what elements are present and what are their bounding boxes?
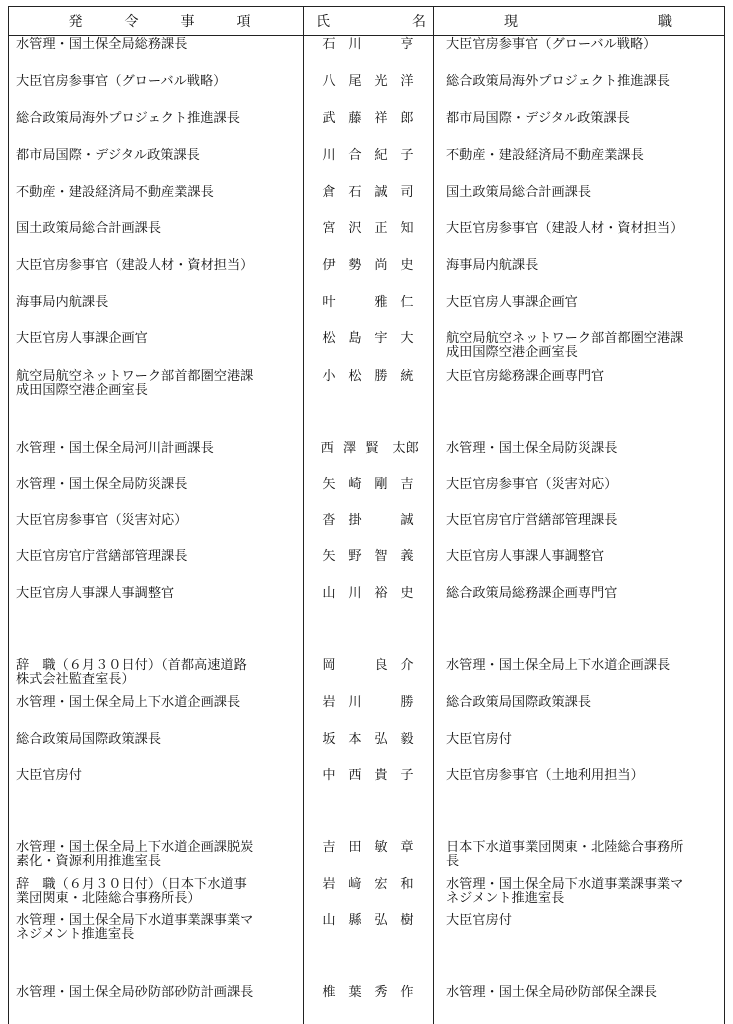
name-char: 洋 (400, 74, 414, 89)
name-char: 岩 (322, 695, 336, 710)
name-char: 吉 (322, 840, 336, 855)
order-cell: 水管理・国土保全局総務課長 (16, 37, 188, 52)
current-position-cell: 総合政策局海外プロジェクト推進課長 (446, 74, 670, 89)
name-char: 賢 (365, 441, 379, 456)
name-char: 秀 (374, 985, 388, 1000)
order-cell: 不動産・建設経済局不動産業課長 (16, 185, 214, 200)
name-char: 岡 (322, 658, 336, 673)
name-char: 知 (400, 221, 414, 236)
name-char: 野 (348, 549, 362, 564)
name-cell (316, 514, 428, 528)
name-char: 剛 (374, 477, 388, 492)
name-char: 崎 (348, 477, 362, 492)
name-char: 合 (348, 148, 362, 163)
current-position-cell: 大臣官房参事官（災害対応） (446, 477, 618, 492)
order-cell: 都市局国際・デジタル政策課長 (16, 148, 200, 163)
name-char: 統 (400, 369, 414, 384)
header-name-first: 氏 (316, 13, 330, 30)
name-char (368, 514, 394, 528)
header-name (316, 6, 426, 35)
order-cell: 大臣官房参事官（グローバル戦略） (16, 74, 227, 89)
name-char: 郎 (400, 111, 414, 126)
name-cell (316, 442, 428, 456)
name-char: 川 (348, 37, 362, 52)
name-cell (316, 478, 428, 492)
name-char: 智 (374, 549, 388, 564)
name-char: 岩 (322, 877, 336, 892)
name-char: 良 (374, 658, 388, 673)
current-position-cell: 大臣官房官庁営繕部管理課長 (446, 513, 618, 528)
name-char: 宮 (322, 221, 336, 236)
order-cell: 航空局航空ネットワーク部首都圏空港課 成田国際空港企画室長 (16, 369, 254, 398)
current-position-cell: 水管理・国土保全局下水道事業課事業マ ネジメント推進室長 (446, 877, 684, 906)
header-name-last: 名 (412, 13, 426, 30)
header-current-first: 現 (504, 13, 518, 30)
name-cell (316, 986, 428, 1000)
name-char: 大 (400, 331, 414, 346)
current-position-cell: 大臣官房人事課企画官 (446, 295, 578, 310)
name-char: 沓 (322, 513, 336, 528)
name-char: 史 (400, 258, 414, 273)
name-char: 作 (400, 985, 414, 1000)
name-char: 川 (348, 586, 362, 601)
name-char: 坂 (322, 732, 336, 747)
name-char: 島 (348, 331, 362, 346)
current-position-cell: 日本下水道事業団関東・北陸総合事務所 長 (446, 840, 684, 869)
name-char: 章 (400, 840, 414, 855)
name-cell (316, 75, 428, 89)
name-char: 藤 (348, 111, 362, 126)
name-char: 尾 (348, 74, 362, 89)
name-cell (316, 659, 428, 673)
name-char: 本 (348, 732, 362, 747)
current-position-cell: 水管理・国土保全局上下水道企画課長 (446, 658, 671, 673)
name-char: 川 (348, 695, 362, 710)
name-cell (316, 332, 428, 346)
name-char: 八 (322, 74, 336, 89)
name-char: 光 (374, 74, 388, 89)
order-cell: 水管理・国土保全局防災課長 (16, 477, 188, 492)
name-char: 伊 (322, 258, 336, 273)
order-cell: 大臣官房人事課企画官 (16, 331, 148, 346)
name-char: 西 (348, 768, 362, 783)
name-char: 勢 (348, 258, 362, 273)
current-position-cell: 海事局内航課長 (446, 258, 539, 273)
header-divider (8, 35, 725, 36)
order-cell: 海事局内航課長 (16, 295, 109, 310)
name-char: 介 (400, 658, 414, 673)
order-cell: 辞 職（６月３０日付）（日本下水道事 業団関東・北陸総合事務所長） (16, 877, 247, 906)
name-char: 田 (348, 840, 362, 855)
name-cell (316, 914, 428, 928)
current-position-cell: 国土政策局総合計画課長 (446, 185, 592, 200)
name-char: 仁 (400, 295, 414, 310)
current-position-cell: 総合政策局国際政策課長 (446, 695, 592, 710)
name-char: 毅 (400, 732, 414, 747)
name-char: 雅 (374, 295, 388, 310)
name-cell (316, 878, 428, 892)
current-position-cell: 大臣官房人事課人事調整官 (446, 549, 605, 564)
name-cell (316, 38, 428, 52)
name-cell (316, 296, 428, 310)
order-cell: 国土政策局総合計画課長 (16, 221, 162, 236)
name-char: 澤 (343, 441, 357, 456)
name-char: 子 (400, 768, 414, 783)
name-char: 石 (348, 185, 362, 200)
name-char: 亨 (400, 37, 414, 52)
name-char: 史 (400, 586, 414, 601)
name-char: 和 (400, 877, 414, 892)
order-cell: 総合政策局海外プロジェクト推進課長 (16, 111, 240, 126)
name-char: 祥 (374, 111, 388, 126)
name-char: 勝 (374, 369, 388, 384)
current-position-cell: 水管理・国土保全局防災課長 (446, 441, 618, 456)
name-char: 司 (400, 185, 414, 200)
current-position-cell: 大臣官房参事官（建設人材・資材担当） (446, 221, 684, 236)
current-position-cell: 大臣官房総務課企画専門官 (446, 369, 605, 384)
name-char: 川 (322, 148, 336, 163)
name-char: 山 (322, 586, 336, 601)
name-char: 中 (322, 768, 336, 783)
name-char: 弘 (374, 913, 388, 928)
order-cell: 総合政策局国際政策課長 (16, 732, 162, 747)
name-char: 樹 (400, 913, 414, 928)
order-cell: 大臣官房官庁営繕部管理課長 (16, 549, 188, 564)
current-position-cell: 総合政策局総務課企画専門官 (446, 586, 618, 601)
name-cell (316, 841, 428, 855)
column-divider (433, 6, 434, 1024)
name-char: 小 (322, 369, 336, 384)
header-order-label: 発 令 事 項 (68, 13, 251, 30)
name-char (368, 696, 394, 710)
name-char: 椎 (322, 985, 336, 1000)
name-char (368, 38, 394, 52)
name-cell (316, 149, 428, 163)
current-position-cell: 大臣官房付 (446, 913, 512, 928)
name-char: 勝 (400, 695, 414, 710)
name-cell (316, 587, 428, 601)
order-cell: 大臣官房人事課人事調整官 (16, 586, 175, 601)
name-cell (316, 259, 428, 273)
name-char: 尚 (374, 258, 388, 273)
name-char: 倉 (322, 185, 336, 200)
name-cell (316, 370, 428, 384)
name-cell (316, 696, 428, 710)
name-cell (316, 186, 428, 200)
order-cell: 大臣官房参事官（災害対応） (16, 513, 188, 528)
name-char: 太郎 (392, 441, 419, 456)
name-char: 矢 (322, 477, 336, 492)
order-cell: 大臣官房参事官（建設人材・資材担当） (16, 258, 254, 273)
current-position-cell: 不動産・建設経済局不動産業課長 (446, 148, 644, 163)
order-cell: 水管理・国土保全局砂防部砂防計画課長 (16, 985, 254, 1000)
name-char: 葉 (348, 985, 362, 1000)
name-char: 﨑 (348, 877, 362, 892)
name-char: 正 (374, 221, 388, 236)
order-cell: 水管理・国土保全局河川計画課長 (16, 441, 214, 456)
name-char: 裕 (374, 586, 388, 601)
name-char: 貴 (374, 768, 388, 783)
current-position-cell: 大臣官房付 (446, 732, 512, 747)
order-cell: 辞 職（６月３０日付）（首都高速道路 株式会社監査室長） (16, 658, 247, 687)
name-cell (316, 769, 428, 783)
name-char: 宏 (374, 877, 388, 892)
name-char: 紀 (374, 148, 388, 163)
name-char: 義 (400, 549, 414, 564)
order-cell: 大臣官房付 (16, 768, 82, 783)
current-position-cell: 大臣官房参事官（グローバル戦略） (446, 37, 657, 52)
name-char: 弘 (374, 732, 388, 747)
header-current (504, 6, 672, 35)
name-char: 掛 (348, 513, 362, 528)
name-char: 山 (322, 913, 336, 928)
name-char: 叶 (322, 295, 336, 310)
name-cell (316, 733, 428, 747)
name-cell (316, 550, 428, 564)
current-position-cell: 水管理・国土保全局砂防部保全課長 (446, 985, 657, 1000)
name-char (342, 296, 368, 310)
name-char: 宇 (374, 331, 388, 346)
name-char: 誠 (400, 513, 414, 528)
name-char: 誠 (374, 185, 388, 200)
current-position-cell: 大臣官房参事官（土地利用担当） (446, 768, 644, 783)
order-cell: 水管理・国土保全局下水道事業課事業マ ネジメント推進室長 (16, 913, 254, 942)
current-position-cell: 航空局航空ネットワーク部首都圏空港課 成田国際空港企画室長 (446, 331, 684, 360)
header-order (16, 6, 303, 35)
name-char: 敏 (374, 840, 388, 855)
header-current-last: 職 (658, 13, 672, 30)
name-char: 吉 (400, 477, 414, 492)
name-char: 沢 (348, 221, 362, 236)
name-char: 松 (322, 331, 336, 346)
current-position-cell: 都市局国際・デジタル政策課長 (446, 111, 630, 126)
name-cell (316, 112, 428, 126)
name-char: 武 (322, 111, 336, 126)
name-char: 石 (322, 37, 336, 52)
name-char: 矢 (322, 549, 336, 564)
name-char: 西 (320, 441, 334, 456)
name-char: 縣 (348, 913, 362, 928)
order-cell: 水管理・国土保全局上下水道企画課脱炭 素化・資源利用推進室長 (16, 840, 254, 869)
order-cell: 水管理・国土保全局上下水道企画課長 (16, 695, 241, 710)
name-char (342, 659, 368, 673)
name-cell (316, 222, 428, 236)
name-char: 松 (348, 369, 362, 384)
name-char: 子 (400, 148, 414, 163)
